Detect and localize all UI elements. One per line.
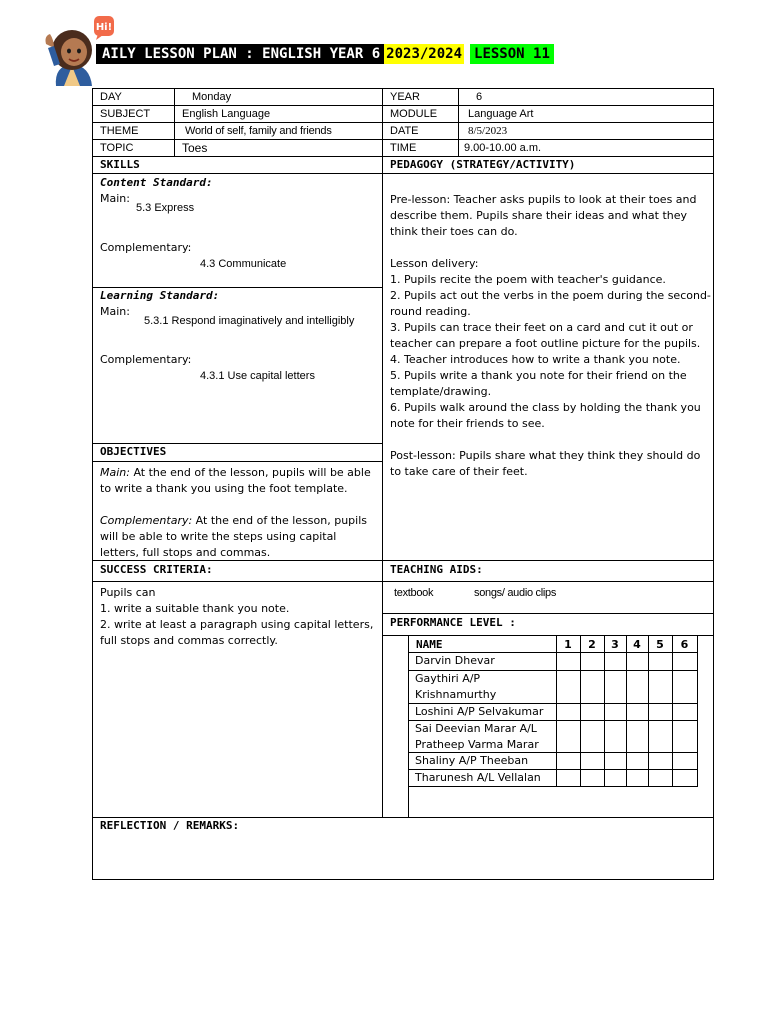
theme-value: World of self, family and friends	[185, 125, 332, 137]
pedagogy-line: to take care of their feet.	[390, 465, 528, 478]
pedagogy-line: teacher can prepare a foot outline picture for the pupils.	[390, 337, 701, 350]
level-header: 4	[633, 638, 641, 651]
pedagogy-line: 6. Pupils walk around the class by holding the thank you	[390, 401, 701, 414]
level-header: 2	[588, 638, 596, 651]
teaching-aid-textbook: textbook	[394, 587, 434, 599]
topic-label: TOPIC	[100, 142, 134, 154]
teaching-aids-heading: TEACHING AIDS:	[390, 563, 483, 576]
subject-label: SUBJECT	[100, 108, 151, 120]
learning-main-label: Main:	[100, 305, 130, 318]
learning-complementary-value: 4.3.1 Use capital letters	[200, 370, 315, 382]
pedagogy-line: Pre-lesson: Teacher asks pupils to look at their toes and	[390, 193, 697, 206]
pedagogy-heading: PEDAGOGY (STRATEGY/ACTIVITY)	[390, 158, 576, 171]
year-value: 6	[476, 91, 483, 103]
learning-complementary-label: Complementary:	[100, 353, 192, 366]
module-value: Language Art	[468, 108, 534, 120]
success-criteria-line: Pupils can	[100, 586, 156, 599]
pedagogy-line: Lesson delivery:	[390, 257, 479, 270]
content-main-value: 5.3 Express	[136, 202, 195, 214]
title-banner	[96, 44, 554, 64]
level-header: 3	[611, 638, 619, 651]
success-criteria-text	[100, 585, 373, 649]
pedagogy-line: 1. Pupils recite the poem with teacher's guidance.	[390, 273, 666, 286]
learning-main-value: 5.3.1 Respond imaginatively and intelligibly	[144, 315, 355, 327]
student-name: Shaliny A/P Theeban	[415, 754, 529, 767]
school-year: 2023/2024	[386, 46, 463, 62]
performance-level-heading: PERFORMANCE LEVEL :	[390, 616, 516, 629]
student-name: Gaythiri A/P	[415, 672, 481, 685]
student-name: Pratheep Varma Marar	[415, 738, 539, 751]
content-complementary-label: Complementary:	[100, 241, 192, 254]
pedagogy-line: 2. Pupils act out the verbs in the poem during the second-	[390, 289, 711, 302]
time-label: TIME	[390, 142, 417, 154]
topic-value: Toes	[182, 141, 208, 155]
pedagogy-line: 4. Teacher introduces how to write a thank you note.	[390, 353, 681, 366]
day-label: DAY	[100, 91, 122, 103]
student-name: Sai Deevian Marar A/L	[415, 722, 537, 735]
pedagogy-line	[390, 240, 711, 256]
day-value: Monday	[192, 91, 232, 103]
pedagogy-line: 3. Pupils can trace their feet on a card and cut it out or	[390, 321, 693, 334]
level-header: 1	[564, 638, 572, 651]
time-value: 9.00-10.00 a.m.	[464, 142, 542, 154]
pedagogy-text	[390, 192, 711, 480]
pedagogy-line: note for their friends to see.	[390, 417, 545, 430]
pedagogy-line: 5. Pupils write a thank you note for their friend on the	[390, 369, 687, 382]
skills-heading: SKILLS	[100, 158, 140, 171]
year-label: YEAR	[390, 91, 420, 103]
success-criteria-line: 2. write at least a paragraph using capital letters,	[100, 618, 374, 631]
date-value: 8/5/2023	[468, 125, 508, 137]
success-criteria-line: 1. write a suitable thank you note.	[100, 602, 290, 615]
student-name: Loshini A/P Selvakumar	[415, 705, 544, 718]
reflection-heading: REFLECTION / REMARKS:	[100, 819, 240, 832]
name-column-header: NAME	[416, 638, 443, 651]
content-main-label: Main:	[100, 192, 130, 205]
student-name: Tharunesh A/L Vellalan	[415, 771, 541, 784]
teaching-aid-audio: songs/ audio clips	[474, 587, 557, 599]
subject-value: English Language	[182, 108, 271, 120]
objectives-heading: OBJECTIVES	[100, 445, 167, 458]
date-label: DATE	[390, 125, 419, 137]
level-header: 5	[656, 638, 664, 651]
pedagogy-line: template/drawing.	[390, 385, 492, 398]
module-label: MODULE	[390, 108, 438, 120]
success-criteria-line: full stops and commas correctly.	[100, 634, 278, 647]
pedagogy-line: round reading.	[390, 305, 471, 318]
theme-label: THEME	[100, 125, 139, 137]
pedagogy-line: think their toes can do.	[390, 225, 518, 238]
learning-standard-label: Learning Standard:	[100, 289, 220, 302]
pedagogy-line	[390, 432, 711, 448]
objectives-text: Main: At the end of the lesson, pupils will be able to write a thank you using the foot template. Complementary: At the end of the lesson, pupils will be able to write the steps using capital letters, full stops and commas.	[100, 466, 371, 559]
pedagogy-line: Post-lesson: Pupils share what they think they should do	[390, 449, 701, 462]
success-criteria-heading: SUCCESS CRITERIA:	[100, 563, 213, 576]
content-standard-label: Content Standard:	[100, 176, 213, 189]
plan-title: AILY LESSON PLAN : ENGLISH YEAR 6	[96, 44, 384, 64]
student-name: Krishnamurthy	[415, 688, 497, 701]
lesson-number: LESSON 11	[470, 44, 554, 64]
level-header: 6	[680, 638, 689, 651]
pedagogy-line: describe them. Pupils share their ideas and what they	[390, 209, 688, 222]
student-name: Darvin Dhevar	[415, 654, 495, 667]
content-complementary-value: 4.3 Communicate	[200, 258, 287, 270]
svg-text:Hi!: Hi!	[95, 22, 113, 33]
